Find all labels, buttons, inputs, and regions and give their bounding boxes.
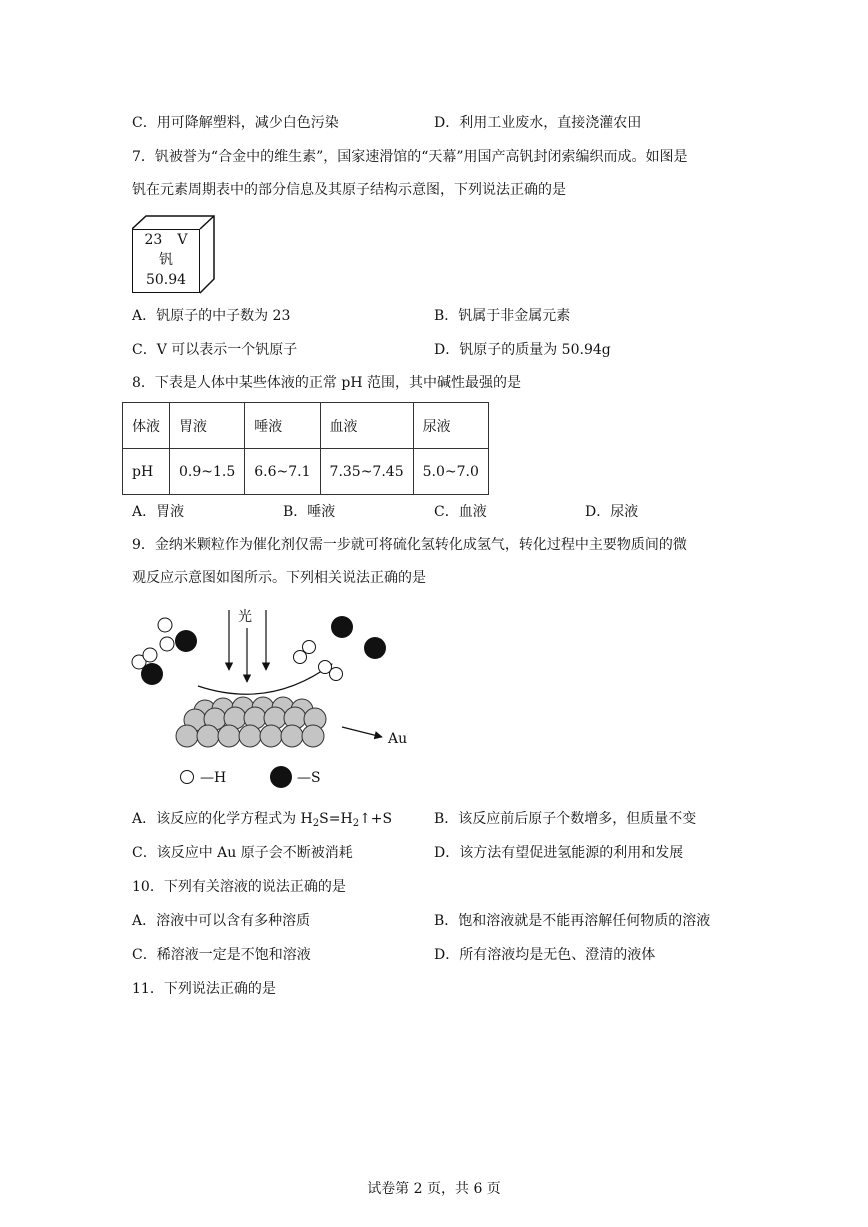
sulfur-atom-icon — [364, 637, 386, 659]
h2s-molecule-icon — [158, 618, 197, 652]
q9-option-a-text: ↑+S — [359, 811, 393, 827]
q6-option-d: D．利用工业废水，直接浇灌农田 — [434, 115, 642, 131]
subscript: 2 — [312, 818, 320, 829]
q8-option-a: A．胃液 — [132, 504, 185, 520]
q9-stem-line1: 9．金纳米颗粒作为催化剂仅需一步就可将硫化氢转化成氢气，转化过程中主要物质间的微 — [132, 537, 687, 553]
q9-option-a-text: A．该反应的化学方程式为 H — [132, 811, 313, 827]
element-cell-front — [132, 229, 200, 293]
au-pointer-arrow-icon — [342, 727, 382, 737]
q8-option-c: C．血液 — [434, 504, 487, 520]
ph-table — [122, 402, 489, 495]
element-symbol: V — [177, 232, 188, 248]
ph-table-cell: 5.0~7.0 — [413, 449, 488, 495]
element-cell-vanadium — [132, 215, 222, 295]
q7-option-b: B．钒属于非金属元素 — [434, 308, 571, 324]
q9-option-a-text: S=H — [319, 811, 353, 827]
ph-table-header-cell: 血液 — [320, 403, 413, 449]
ph-table-cell: 0.9~1.5 — [170, 449, 245, 495]
q9-option-a — [132, 809, 392, 834]
h2-molecule-icon — [319, 661, 343, 681]
legend-sulfur-label: —S — [297, 770, 321, 786]
q10-stem: 10．下列有关溶液的说法正确的是 — [132, 879, 346, 895]
reaction-curve-arrow-icon — [198, 664, 332, 694]
gold-nanoparticle-cluster — [176, 697, 326, 747]
sulfur-atom-icon — [331, 616, 353, 638]
ph-table-header-cell: 胃液 — [170, 403, 245, 449]
ph-table-data-row — [123, 449, 489, 495]
q9-option-b: B．该反应前后原子个数增多，但质量不变 — [434, 811, 697, 827]
ph-table-cell: pH — [123, 449, 170, 495]
legend-hydrogen-icon — [181, 771, 194, 784]
q7-option-d: D．钒原子的质量为 50.94g — [434, 342, 611, 358]
element-name: 钒 — [159, 252, 173, 268]
ph-table-cell: 6.6~7.1 — [245, 449, 320, 495]
q7-stem-line2: 钒在元素周期表中的部分信息及其原子结构示意图，下列说法正确的是 — [132, 182, 566, 198]
legend-sulfur-icon — [270, 766, 292, 788]
page-footer: 试卷第 2 页，共 6 页 — [367, 1181, 501, 1197]
subscript: 2 — [352, 818, 360, 829]
h2s-molecule-icon — [132, 648, 163, 685]
legend-hydrogen-label: —H — [200, 770, 227, 786]
ph-table-header-cell: 尿液 — [413, 403, 488, 449]
atomic-number: 23 — [144, 232, 163, 248]
q9-option-c: C．该反应中 Au 原子会不断被消耗 — [132, 845, 353, 861]
light-label: 光 — [238, 609, 252, 625]
atomic-mass: 50.94 — [145, 272, 187, 288]
q10-option-a: A．溶液中可以含有多种溶质 — [132, 913, 311, 929]
h2-molecule-icon — [294, 641, 316, 664]
q8-option-b: B．唾液 — [283, 504, 336, 520]
q7-stem-line1: 7．钒被誉为“合金中的维生素”，国家速滑馆的“天幕”用国产高钒封闭索编织而成。如图是 — [132, 149, 688, 165]
q9-stem-line2: 观反应示意图如图所示。下列相关说法正确的是 — [132, 570, 426, 586]
q8-stem: 8．下表是人体中某些体液的正常 pH 范围，其中碱性最强的是 — [132, 375, 521, 391]
ph-table-header-cell: 体液 — [123, 403, 170, 449]
q10-option-b: B．饱和溶液就是不能再溶解任何物质的溶液 — [434, 913, 711, 929]
q10-option-c: C．稀溶液一定是不饱和溶液 — [132, 947, 311, 963]
q8-option-d: D．尿液 — [585, 504, 639, 520]
ph-table-cell: 7.35~7.45 — [320, 449, 413, 495]
q11-stem: 11．下列说法正确的是 — [132, 981, 276, 997]
q9-option-d: D．该方法有望促进氢能源的利用和发展 — [434, 845, 684, 861]
q7-option-a: A．钒原子的中子数为 23 — [132, 308, 291, 324]
q10-option-d: D．所有溶液均是无色、澄清的液体 — [434, 947, 656, 963]
au-label: Au — [388, 731, 408, 747]
q7-option-c: C．V 可以表示一个钒原子 — [132, 342, 298, 358]
q6-option-c: C．用可降解塑料，减少白色污染 — [132, 115, 339, 131]
reaction-diagram — [120, 600, 420, 800]
ph-table-header-cell: 唾液 — [245, 403, 320, 449]
ph-table-header-row — [123, 403, 489, 449]
